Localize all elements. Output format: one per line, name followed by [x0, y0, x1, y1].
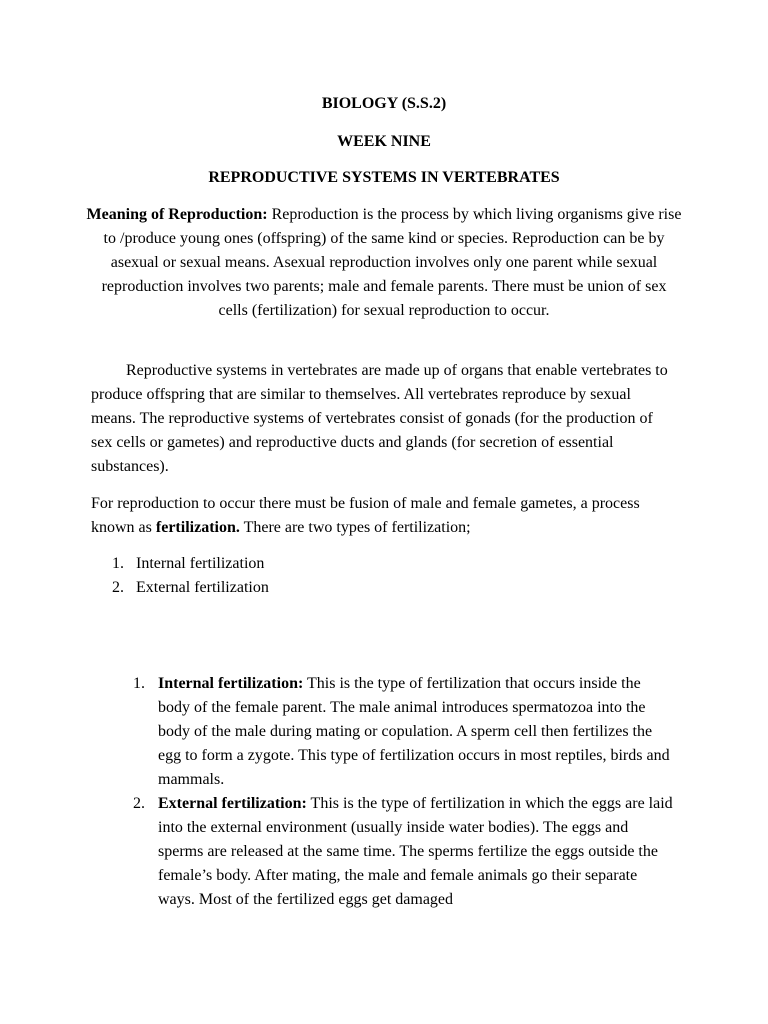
meaning-paragraph: [86, 203, 682, 323]
meaning-label: Meaning of Reproduction:: [86, 206, 268, 223]
fertilization-paragraph-tail: There are two types of fertilization;: [239, 519, 471, 536]
fertilization-paragraph: [91, 492, 676, 540]
list-item: [112, 552, 269, 576]
fertilization-paragraph-text: For reproduction to occur there must be fusion of male and female gametes, a process known as: [91, 495, 640, 536]
list-number: 1.: [133, 675, 145, 692]
list-number: 1.: [112, 555, 124, 572]
vertebrate-systems-paragraph: Reproductive systems in vertebrates are made up of organs that enable vertebrates to produce offspring that are similar to themselves. All vertebrates reproduce by sexual means. The reproductive systems of vertebrates consist of gonads (for the production of sex cells or gametes) and reproductive ducts and glands (for secretion of essential substances).: [91, 362, 668, 475]
list-item-text: Internal fertilization: [136, 555, 265, 572]
list-item: [133, 672, 673, 792]
list-item-text: External fertilization: [136, 579, 269, 596]
list-item: [112, 576, 269, 600]
fertilization-types-list: [112, 552, 269, 600]
meaning-text: Reproduction is the process by which living organisms give rise to /produce young ones (offspring) of the same kind or species. Reproduction can be by asexual or sexual means. Asexual reproduction involves only one parent while sexual reproduction involves two parents; male and female parents. There must be union of sex cells (fertilization) for sexual reproduction to occur.: [101, 206, 682, 319]
fertilization-term: fertilization.: [155, 519, 240, 536]
week-title: WEEK NINE: [337, 133, 431, 150]
list-number: 2.: [112, 579, 124, 596]
list-item: [133, 792, 673, 912]
list-number: 2.: [133, 795, 145, 812]
subject-title: BIOLOGY (S.S.2): [321, 95, 447, 112]
list-item-label: Internal fertilization:: [158, 675, 304, 692]
list-item-body: [158, 792, 673, 912]
list-item-label: External fertilization:: [158, 795, 307, 812]
fertilization-details-list: [133, 672, 673, 912]
topic-title: REPRODUCTIVE SYSTEMS IN VERTEBRATES: [208, 169, 560, 186]
list-item-text: This is the type of fertilization in which the eggs are laid into the external environment (usually inside water bodies). The eggs and sperms are released at the same time. The sperms fertilize the eggs outside the female’s body. After mating, the male and female animals go their separate ways. Most of the fertilized eggs get damaged: [158, 795, 673, 908]
list-item-body: [158, 672, 673, 792]
list-item-text: This is the type of fertilization that occurs inside the body of the female parent. The male animal introduces spermatozoa into the body of the male during mating or copulation. A sperm cell then fertilizes the egg to form a zygote. This type of fertilization occurs in most reptiles, birds and mammals.: [158, 675, 670, 788]
